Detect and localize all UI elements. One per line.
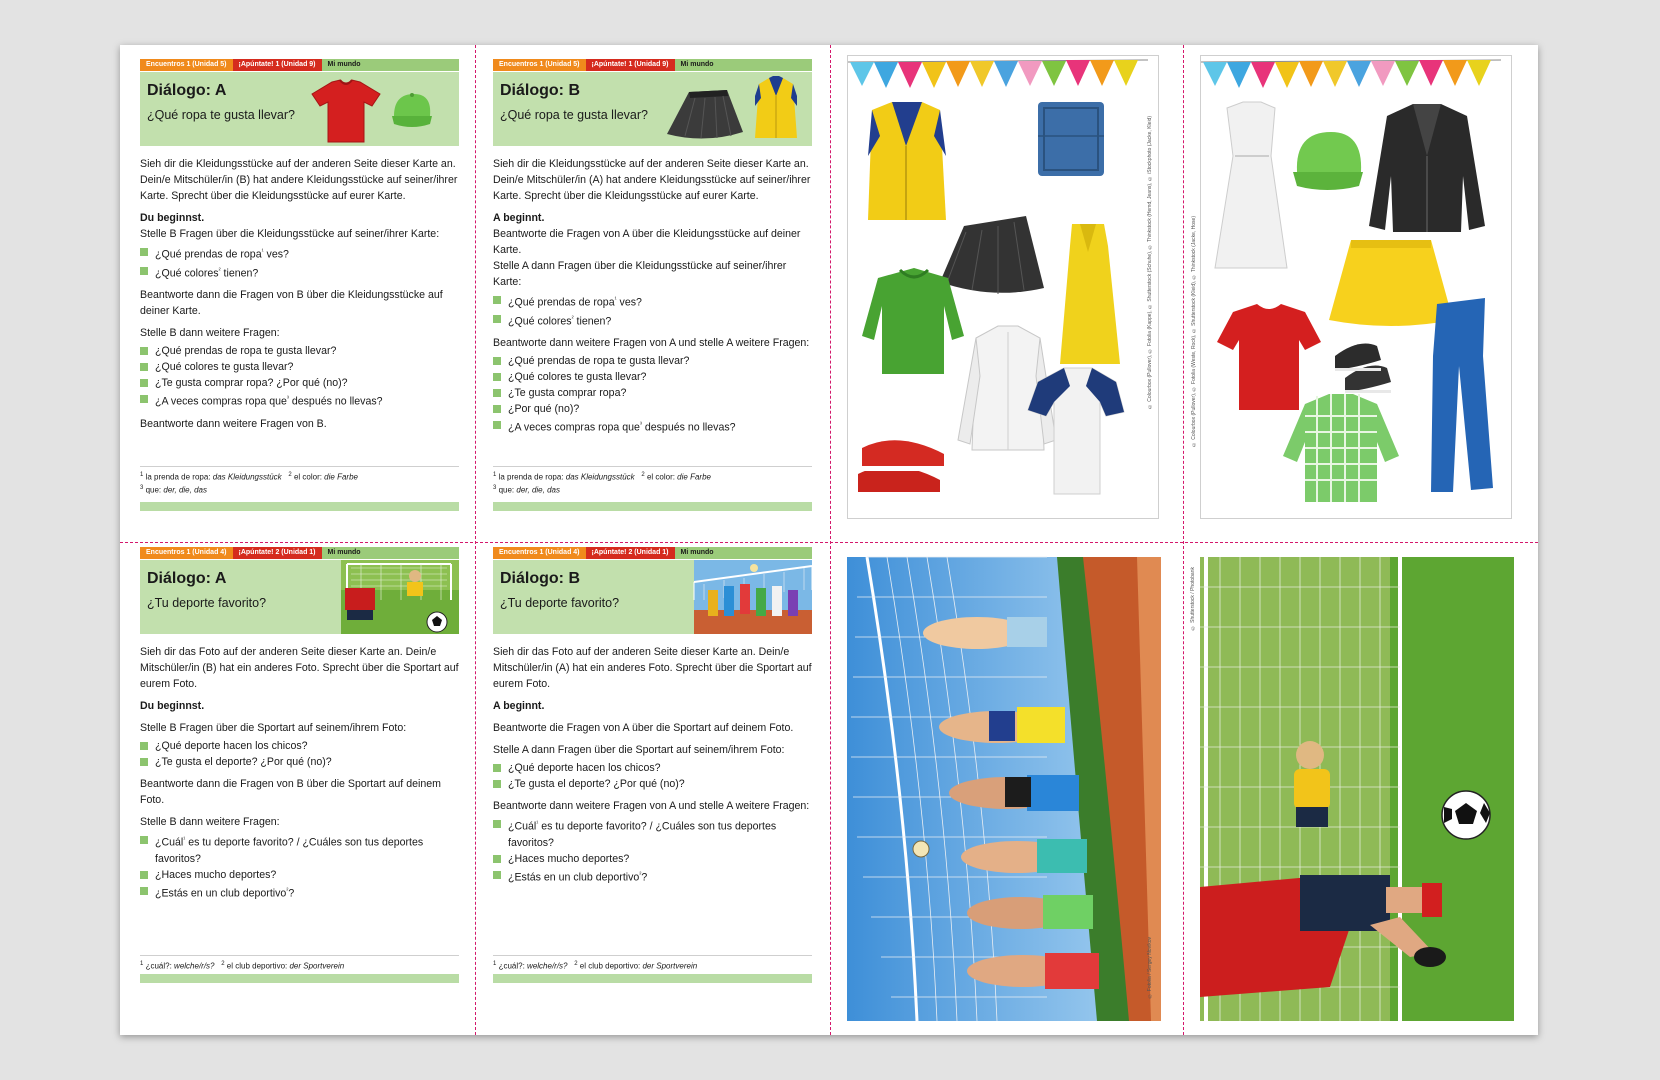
card-subtitle: ¿Tu deporte favorito? [147, 596, 267, 610]
footnote-line-1: $^1$ ¿cuál?: welche/r/s? $^2$ el club deportivo: der Sportverein [140, 961, 345, 971]
intro-text: Sieh dir das Foto auf der anderen Seite dieser Karte an. Dein/e Mitschüler/in (A) hat ein anderes Foto. Sprecht über die Sportart auf eurem Foto. [493, 646, 812, 690]
question-item: ¿Por qué (no)? [493, 401, 812, 417]
question-item: ¿Qué colores$^{^2}$ tienen? [493, 311, 812, 330]
photo-credit: © Colourbox (Pullover), © Fotolia (Weste, Rock), © Shutterstock (Kleid), © Thinkstock (Jacke, Hose) [1191, 216, 1197, 448]
question-item: ¿Haces mucho deportes? [140, 867, 459, 883]
card-tabs [140, 59, 459, 71]
footnote-line-1: $^1$ la prenda de ropa: das Kleidungsstück $^2$ el color: die Farbe [140, 472, 358, 482]
question-item: ¿Te gusta el deporte? ¿Por qué (no)? [493, 776, 812, 792]
green-cap-image [390, 90, 434, 134]
question-list-2 [140, 343, 459, 410]
bunting-garland [1201, 60, 1501, 88]
card-body [493, 146, 812, 436]
instruction-answer: Beantworte die Fragen von A über die Sportart auf deinem Foto. [493, 722, 794, 734]
green-checked-shirt [1283, 394, 1399, 502]
clothes-panel-2 [1191, 55, 1512, 519]
question-item: ¿Qué prendas de ropa$^{^1}$ ves? [493, 292, 812, 311]
question-item: ¿Estás en un club deportivo$^{^2}$? [493, 867, 812, 886]
clothes-collage-2 [1201, 56, 1513, 520]
question-list-2 [493, 816, 812, 885]
instruction-answer: Beantworte dann die Fragen von B über die Sportart auf deinem Foto. [140, 778, 441, 806]
instruction-ask-1: Stelle A dann Fragen über die Sportart auf seinem/ihrem Foto: [493, 744, 785, 756]
yellow-vest [868, 102, 946, 220]
question-list-1 [140, 738, 459, 770]
tab-mi-mundo: Mi mundo [322, 547, 459, 559]
card-tabs [493, 59, 812, 71]
footnote-line-2: $^3$ que: der, die, das [493, 484, 560, 495]
question-item: ¿Qué deporte hacen los chicos? [493, 760, 812, 776]
start-text: Du beginnst. [140, 212, 205, 224]
card-header [493, 72, 812, 146]
black-skirt-image [665, 88, 745, 142]
question-item: ¿A veces compras ropa que$^{^3}$ después no llevas? [493, 417, 812, 436]
question-item: ¿Qué colores$^{^2}$ tienen? [140, 263, 459, 282]
soccer-scene [1200, 557, 1514, 1021]
card-header [140, 560, 459, 634]
card-b-clothes [493, 59, 812, 495]
card-title: Diálogo: B [500, 82, 580, 99]
question-item: ¿Estás en un club deportivo$^{^2}$? [140, 883, 459, 902]
instruction-ask-2: Beantworte dann weitere Fragen von A und stelle A weitere Fragen: [493, 337, 810, 350]
card-tabs [493, 547, 812, 559]
card-footer-bar [140, 502, 459, 511]
yellow-dress [1060, 224, 1120, 364]
volleyball-thumbnail [694, 560, 812, 634]
cut-line-vertical-3 [1183, 45, 1184, 1035]
card-body [140, 146, 459, 432]
card-b-sports [493, 547, 812, 971]
question-item: ¿Qué deporte hacen los chicos? [140, 738, 459, 754]
card-subtitle: ¿Tu deporte favorito? [500, 596, 620, 610]
start-text: A beginnt. [493, 212, 545, 224]
volleyball-photo [847, 557, 1161, 1021]
question-item: ¿A veces compras ropa que$^{^3}$ después no llevas? [140, 391, 459, 410]
cut-line-horizontal [120, 542, 1538, 543]
card-title: Diálogo: A [147, 82, 227, 99]
question-list-1 [493, 760, 812, 792]
question-item: ¿Cuál$^{^1}$ es tu deporte favorito? / ¿Cuáles son tus deportes favoritos? [493, 816, 812, 851]
black-skirt [940, 216, 1044, 294]
footnotes [140, 955, 459, 972]
question-list-2 [140, 832, 459, 901]
tab-encuentros: Encuentros 1 (Unidad 5) [493, 59, 586, 71]
worksheet-page [120, 45, 1538, 1035]
question-item: ¿Qué prendas de ropa te gusta llevar? [493, 353, 812, 369]
footnotes [140, 466, 459, 495]
card-body [140, 634, 459, 901]
question-item: ¿Qué colores te gusta llevar? [140, 359, 459, 375]
tab-apuntate: ¡Apúntate! 1 (Unidad 9) [586, 59, 675, 71]
soccer-ball [1442, 791, 1490, 839]
card-footer-bar [493, 974, 812, 983]
tab-mi-mundo: Mi mundo [322, 59, 459, 71]
card-a-clothes [140, 59, 459, 495]
question-list-1 [493, 292, 812, 329]
card-footer-bar [493, 502, 812, 511]
clothes-collage-1 [848, 56, 1160, 520]
green-sweater [862, 268, 964, 374]
instruction-answer: Beantworte die Fragen von A über die Kleidungsstücke auf deiner Karte. [493, 228, 801, 256]
blue-trousers [1431, 298, 1493, 492]
footnote-line-2: $^3$ que: der, die, das [140, 484, 207, 495]
photo-credit: © Fotolia / Sergey Novikov [1147, 937, 1153, 999]
yellow-vest-image [751, 76, 801, 142]
question-item: ¿Qué prendas de ropa$^{^1}$ ves? [140, 244, 459, 263]
instruction-ask-2: Stelle B dann weitere Fragen: [140, 816, 280, 828]
card-title: Diálogo: B [500, 570, 580, 587]
cut-line-vertical-2 [830, 45, 831, 1035]
footnote-line-1: $^1$ ¿cuál?: welche/r/s? $^2$ el club deportivo: der Sportverein [493, 961, 698, 971]
tab-mi-mundo: Mi mundo [675, 59, 812, 71]
footnote-line-1: $^1$ la prenda de ropa: das Kleidungsstück $^2$ el color: die Farbe [493, 472, 711, 482]
question-item: ¿Qué colores te gusta llevar? [493, 369, 812, 385]
photo-credit: © Shutterstock / Photobank [1190, 567, 1196, 631]
card-subtitle: ¿Qué ropa te gusta llevar? [500, 108, 648, 122]
footnotes [493, 466, 812, 495]
card-title: Diálogo: A [147, 570, 227, 587]
volleyball-scene [847, 557, 1161, 1021]
green-cap [1293, 132, 1363, 190]
card-header [493, 560, 812, 634]
tab-apuntate: ¡Apúntate! 2 (Unidad 1) [586, 547, 675, 559]
bunting-garland [848, 60, 1148, 88]
clothes-panel-1 [847, 55, 1159, 519]
black-leather-jacket [1369, 104, 1485, 232]
instruction-ask-2: Stelle B dann weitere Fragen: [140, 327, 280, 340]
soccer-photo [1190, 557, 1514, 1021]
instruction-ask-2: Beantworte dann weitere Fragen von A und stelle A weitere Fragen: [493, 800, 810, 812]
question-item: ¿Te gusta comprar ropa? ¿Por qué (no)? [140, 375, 459, 391]
tab-encuentros: Encuentros 1 (Unidad 5) [140, 59, 233, 71]
card-body [493, 634, 812, 885]
tab-encuentros: Encuentros 1 (Unidad 4) [140, 547, 233, 559]
intro-text: Sieh dir die Kleidungsstücke auf der anderen Seite dieser Karte an. Dein/e Mitschüler/in (A) hat andere Kleidungsstücke auf seiner/ihrer Karte. Sprecht über die Kleidungsstücke auf eurer Karte. [493, 158, 811, 202]
question-list-2 [493, 353, 812, 436]
card-tabs [140, 547, 459, 559]
instruction-answer: Beantworte dann die Fragen von B über die Kleidungsstücke auf deiner Karte. [140, 289, 443, 318]
photo-credit: © Colourbox (Pullover), © Fotolia (Kappe), © Shutterstock (Schuhe), © Thinkstock (Hemd, Jeans), © iStockphoto (Jacke, Kleid) [1147, 116, 1153, 410]
tab-apuntate: ¡Apúntate! 2 (Unidad 1) [233, 547, 322, 559]
footnotes [493, 955, 812, 972]
white-dress [1215, 102, 1287, 268]
question-item: ¿Te gusta el deporte? ¿Por qué (no)? [140, 754, 459, 770]
question-item: ¿Haces mucho deportes? [493, 851, 812, 867]
soccer-thumbnail [341, 560, 459, 634]
intro-text: Sieh dir das Foto auf der anderen Seite dieser Karte an. Dein/e Mitschüler/in (B) hat ein anderes Foto. Sprecht über die Sportart auf eurem Foto. [140, 646, 459, 690]
card-header [140, 72, 459, 146]
tab-encuentros: Encuentros 1 (Unidad 4) [493, 547, 586, 559]
question-item: ¿Qué prendas de ropa te gusta llevar? [140, 343, 459, 359]
tab-apuntate: ¡Apúntate! 1 (Unidad 9) [233, 59, 322, 71]
start-text: Du beginnst. [140, 700, 205, 712]
instruction-end: Beantworte dann weitere Fragen von B. [140, 417, 327, 430]
cut-line-vertical-1 [475, 45, 476, 1035]
start-text: A beginnt. [493, 700, 545, 712]
question-item: ¿Te gusta comprar ropa? [493, 385, 812, 401]
intro-text: Sieh dir die Kleidungsstücke auf der anderen Seite dieser Karte an. Dein/e Mitschüler/in (B) hat andere Kleidungsstücke auf seiner/ihrer Karte. Sprecht über die Kleidungsstücke auf eurer Karte. [140, 158, 458, 202]
red-tshirt [1217, 304, 1321, 410]
card-footer-bar [140, 974, 459, 983]
instruction-ask-1: Stelle B Fragen über die Sportart auf seinem/ihrem Foto: [140, 722, 407, 734]
jeans-folded [1038, 102, 1104, 176]
yellow-skirt [1329, 240, 1453, 326]
question-item: ¿Cuál$^{^1}$ es tu deporte favorito? / ¿Cuáles son tus deportes favoritos? [140, 832, 459, 867]
instruction-ask-1: Stelle A dann Fragen über die Kleidungsstücke auf seiner/ihrer Karte: [493, 260, 787, 288]
question-list-1 [140, 244, 459, 281]
card-subtitle: ¿Qué ropa te gusta llevar? [147, 108, 295, 122]
instruction-ask-1: Stelle B Fragen über die Kleidungsstücke auf seiner/ihrer Karte: [140, 228, 440, 240]
red-tshirt-image [310, 78, 382, 144]
boat-shoes [1335, 344, 1391, 393]
red-sneakers [858, 440, 944, 497]
tab-mi-mundo: Mi mundo [675, 547, 812, 559]
card-a-sports [140, 547, 459, 971]
